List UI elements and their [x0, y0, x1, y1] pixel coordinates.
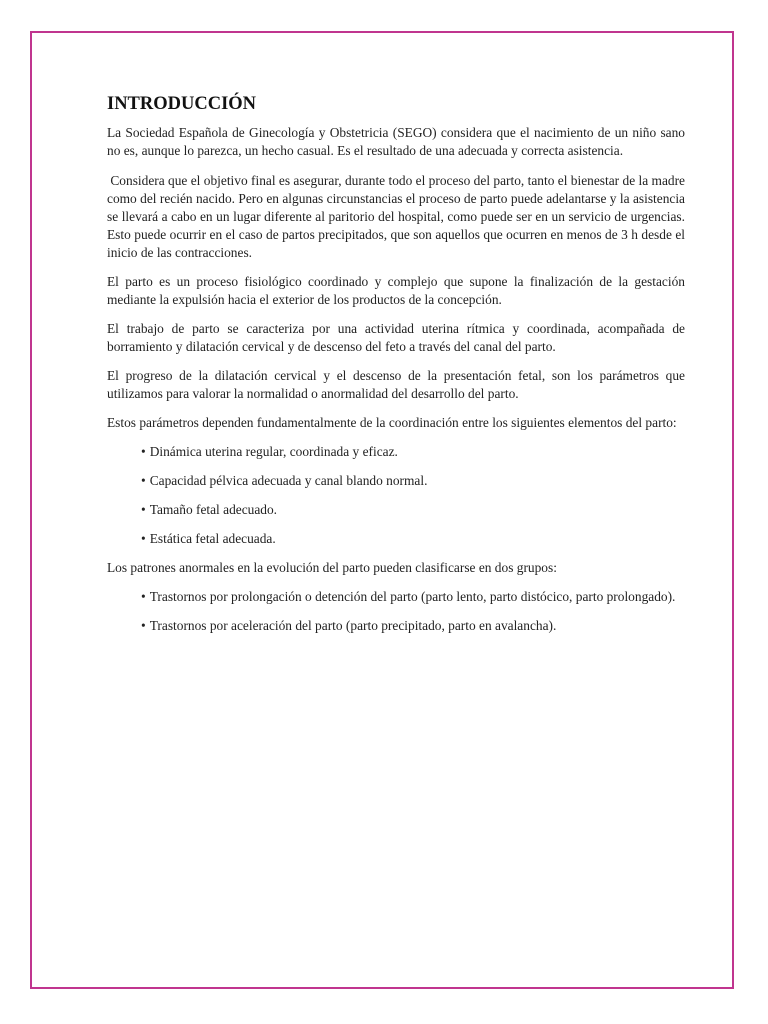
list-item: [141, 443, 685, 461]
bullet-icon: •: [141, 444, 146, 459]
paragraph-labor-work: El trabajo de parto se caracteriza por una actividad uterina rítmica y coordinada, acompañada de borramiento y dilatación cervical y de descenso del feto a través del canal del parto.: [107, 321, 685, 354]
list-item: [141, 588, 685, 606]
elements-list: [107, 443, 685, 548]
list-item-text: Trastornos por aceleración del parto (parto precipitado, parto en avalancha).: [149, 618, 557, 633]
bullet-icon: •: [141, 618, 146, 633]
list-item: [141, 617, 685, 635]
list-item-text: Estática fetal adecuada.: [149, 531, 276, 546]
groups-list: [107, 588, 685, 635]
paragraph-parameters: Estos parámetros dependen fundamentalmente de la coordinación entre los siguientes elementos del parto:: [107, 415, 677, 430]
list-item-text: Dinámica uterina regular, coordinada y eficaz.: [149, 444, 398, 459]
list-item: [141, 472, 685, 490]
paragraph-groups: Los patrones anormales en la evolución del parto pueden clasificarse en dos grupos:: [107, 560, 557, 575]
list-item: [141, 530, 685, 548]
bullet-icon: •: [141, 502, 146, 517]
bullet-icon: •: [141, 531, 146, 546]
bullet-icon: •: [141, 589, 146, 604]
paragraph-sego: La Sociedad Española de Ginecología y Obstetricia (SEGO) considera que el nacimiento de un niño sano no es, aunque lo parezca, un hecho casual. Es el resultado de una adecuada y correcta asistencia.: [107, 125, 685, 158]
paragraph-progress: El progreso de la dilatación cervical y el descenso de la presentación fetal, son los parámetros que utilizamos para valorar la normalidad o anormalidad del desarrollo del parto.: [107, 368, 685, 401]
list-item: [141, 501, 685, 519]
document-body: [107, 92, 689, 646]
paragraph-objective: Considera que el objetivo final es asegurar, durante todo el proceso del parto, tanto el bienestar de la madre como del recién nacido. Pero en algunas circunstancias el proceso de parto puede adelantarse y la asistencia se llevará a cabo en un lugar diferente al paritorio del hospital, como puede ser en un servicio de urgencias. Esto puede ocurrir en el caso de partos precipitados, que son aquellos que ocurren en menos de 3 h desde el inicio de las contracciones.: [107, 173, 689, 260]
bullet-icon: •: [141, 473, 146, 488]
list-item-text: Tamaño fetal adecuado.: [149, 502, 278, 517]
paragraph-definition: El parto es un proceso fisiológico coordinado y complejo que supone la finalización de la gestación mediante la expulsión hacia el exterior de los productos de la concepción.: [107, 274, 685, 307]
section-title: INTRODUCCIÓN: [107, 94, 257, 114]
list-item-text: Trastornos por prolongación o detención del parto (parto lento, parto distócico, parto prolongado).: [149, 589, 676, 604]
list-item-text: Capacidad pélvica adecuada y canal blando normal.: [149, 473, 428, 488]
